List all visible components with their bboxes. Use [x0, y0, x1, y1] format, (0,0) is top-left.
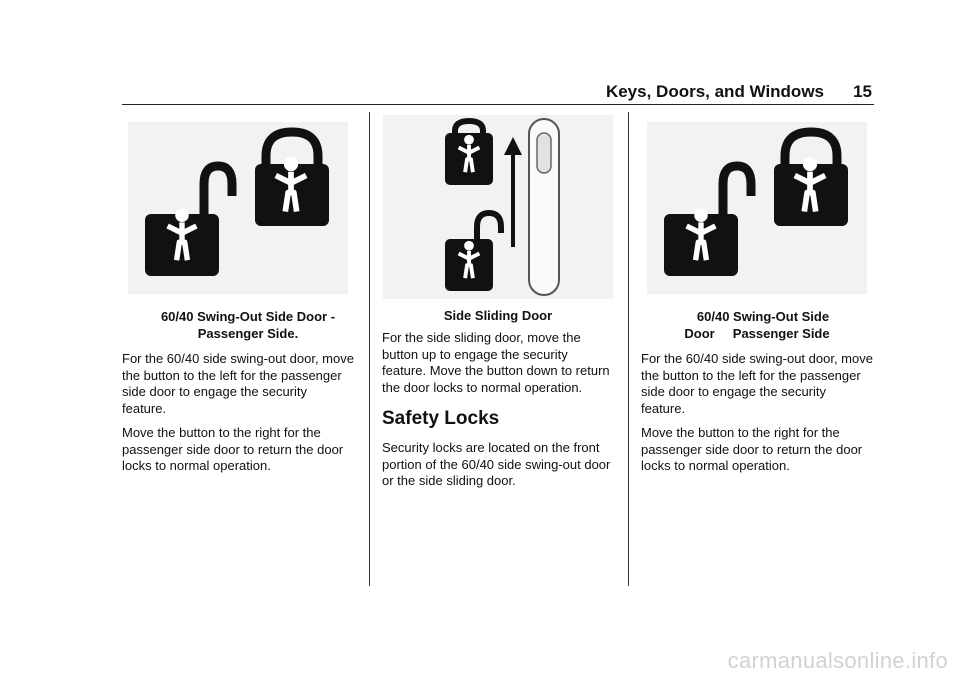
unlocked-padlock-icon — [145, 166, 232, 276]
column-swing-out-passenger-2 — [641, 112, 873, 475]
locked-padlock-icon — [774, 132, 848, 226]
figure-caption — [641, 308, 873, 342]
locked-padlock-icon — [255, 132, 329, 226]
column-side-sliding — [382, 112, 614, 490]
page-number: 15 — [853, 82, 872, 101]
locked-padlock-icon — [445, 121, 493, 185]
body-paragraph: For the 60/40 side swing-out door, move the button to the left for the passenger side door to engage the security feature. — [641, 351, 873, 416]
column-swing-out-passenger — [122, 112, 354, 475]
body-paragraph: For the side sliding door, move the button up to engage the security feature. Move the button down to return the door locks to normal operation. — [382, 330, 610, 395]
figure-caption: Side Sliding Door — [443, 308, 553, 323]
sliding-door-lock-figure — [383, 115, 613, 299]
column-divider — [369, 112, 370, 586]
page-header — [122, 82, 874, 105]
column-divider — [628, 112, 629, 586]
swing-out-lock-figure — [128, 122, 348, 294]
caption-line: 60/40 Swing-Out Side — [696, 309, 830, 324]
sliding-button-icon — [529, 119, 559, 295]
watermark[interactable]: carmanualsonline.info — [727, 648, 948, 673]
body-paragraph: Security locks are located on the front portion of the 60/40 side swing-out door or the side sliding door. — [382, 440, 611, 488]
section-heading: Safety Locks — [382, 408, 500, 429]
up-arrow-icon — [504, 137, 522, 247]
section-title: Keys, Doors, and Windows — [605, 82, 824, 101]
unlocked-padlock-icon — [664, 166, 751, 276]
unlocked-padlock-icon — [445, 213, 501, 291]
swing-out-lock-figure — [647, 122, 867, 294]
body-paragraph: Move the button to the right for the passenger side door to return the door locks to normal operation. — [641, 425, 863, 473]
body-paragraph: For the 60/40 side swing-out door, move the button to the left for the passenger side door to engage the security feature. — [122, 351, 354, 416]
body-paragraph: Move the button to the right for the passenger side door to return the door locks to normal operation. — [122, 425, 344, 473]
caption-line: Door Passenger Side — [684, 326, 830, 341]
figure-caption: 60/40 Swing-Out Side Door - Passenger Side. — [160, 309, 336, 341]
